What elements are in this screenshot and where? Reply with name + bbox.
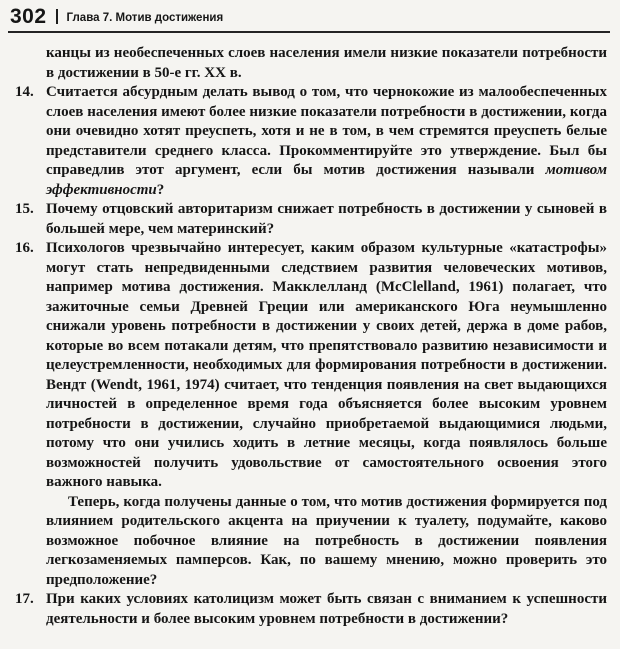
page-body [8, 44, 610, 629]
item-16-paragraph-2: Теперь, когда получены данные о том, что мотив достижения формируется под влиянием родительского акцента на приучении к туалету, подумайте, каково возможное побочное влияние на потребность в достижении появления легкозаменяемых памперсов. Как, по вашему мнению, можно проверить это предположение? [46, 493, 607, 588]
item-text-run: ? [156, 181, 165, 198]
page-header [8, 5, 610, 31]
item-text [46, 83, 607, 200]
item-text [46, 239, 607, 590]
item-14-paragraph [46, 83, 607, 200]
question-item-16 [15, 239, 607, 590]
header-rule [8, 31, 610, 33]
question-item-14 [15, 83, 607, 200]
item-text-italic: мотивом эффективности [46, 162, 607, 198]
header-divider [56, 9, 58, 24]
page-number: 302 [10, 5, 47, 28]
item-number: 15. [15, 201, 34, 217]
question-item-15 [15, 200, 607, 239]
item-text [46, 200, 607, 239]
chapter-title: Глава 7. Мотив достижения [66, 11, 224, 24]
question-item-17 [15, 590, 607, 629]
item-17-paragraph: При каких условиях католицизм может быть связан с вниманием к успешности деятельности и более высоким уровнем потребности в достижении? [46, 591, 607, 627]
item-text [46, 590, 607, 629]
item-number: 16. [15, 240, 34, 256]
item-15-paragraph: Почему отцовский авторитаризм снижает потребность в достижении у сыновей в большей мере, чем материнский? [46, 201, 607, 237]
item-text-run: Считается абсурдным делать вывод о том, что чернокожие из малообеспеченных слоев населения имеют более низкие показатели потребности в достижении, когда они очевидно хотят преуспеть, хотя и не в том, в чем стремятся преуспеть белые представители среднего класса. Прокомментируйте это утверждение. Был бы справедлив этот аргумент, если бы мотив достижения называли [46, 84, 607, 178]
item-number: 17. [15, 591, 34, 607]
item-number: 14. [15, 84, 34, 100]
item-16-paragraph-1: Психологов чрезвычайно интересует, каким образом культурные «катастрофы» могут стать непредвиденными следствием развития человеческих мотивов, например мотива достижения. Макклелланд (McClelland, 1961) полагает, что зажиточные семьи Древней Греции или американского Юга неумышленно снижали уровень потребности в достижении у своих детей, держа в доме рабов, которые во всем потакали детям, что препятствовало развитию независимости и целеустремленности, необходимых для формирования потребности в достижении. Вендт (Wendt, 1961, 1974) считает, что тенденция появления на свет выдающихся личностей в определенное время года объясняется более высоким уровнем потребности в достижении, случайно приобретаемой выдающимися людьми, потому что они учились ходить в летние месяцы, когда появлялось больше возможностей получить удовольствие от самостоятельного освоения этого важного навыка. [46, 240, 607, 490]
continuation-paragraph: канцы из необеспеченных слоев населения имели низкие показатели потребности в достижении в 50-е гг. XX в. [46, 45, 607, 81]
